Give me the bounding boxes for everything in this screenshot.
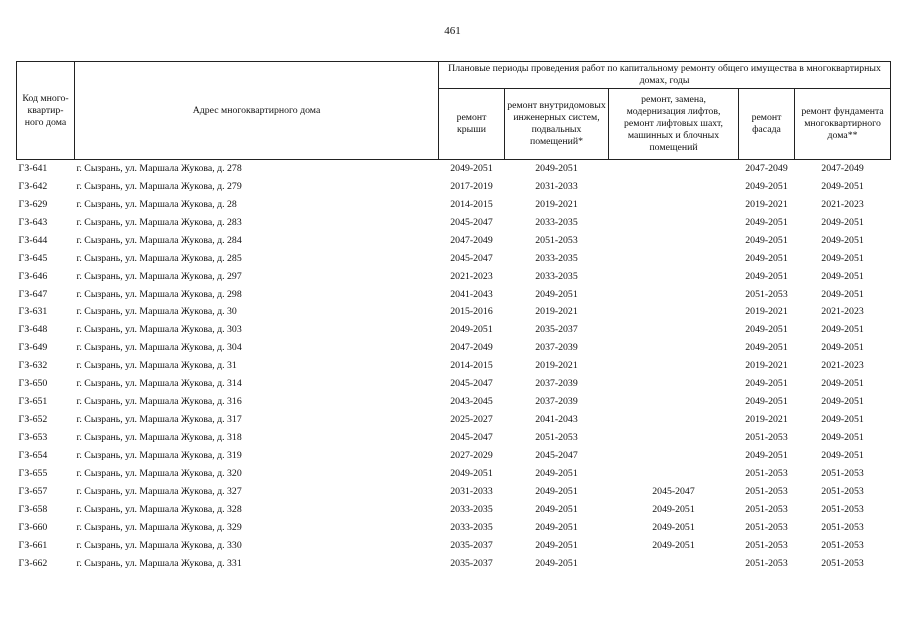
header-systems: ремонт внутридомовых инженерных систем, подвальных помещений* — [505, 89, 609, 160]
cell-facade: 2049-2051 — [745, 270, 788, 282]
cell-systems: 2049-2051 — [535, 485, 578, 497]
header-lifts: ремонт, замена, модернизация лифтов, ремонт лифтовых шахт, машинных и блочных помещений — [609, 89, 739, 160]
table-header — [17, 62, 891, 160]
cell-lifts — [609, 178, 739, 196]
cell-foundation: 2049-2051 — [821, 216, 864, 228]
header-roof: ремонт крыши — [439, 89, 505, 160]
cell-roof: 2014-2015 — [450, 360, 493, 372]
cell-foundation: 2021-2023 — [821, 360, 864, 372]
cell-lifts: 2045-2047 — [652, 485, 695, 497]
cell-code: ГЗ-631 — [18, 306, 48, 318]
cell-foundation: 2049-2051 — [821, 324, 864, 336]
cell-lifts — [609, 304, 739, 322]
table-row — [17, 555, 891, 573]
cell-systems: 2033-2035 — [535, 270, 578, 282]
header-code: Код много-квартир-ного дома — [17, 62, 75, 160]
cell-lifts — [609, 214, 739, 232]
cell-address: г. Сызрань, ул. Маршала Жукова, д. 283 — [76, 216, 242, 228]
table-row — [17, 339, 891, 357]
cell-foundation: 2051-2053 — [821, 485, 864, 497]
table-row — [17, 178, 891, 196]
cell-lifts — [609, 339, 739, 357]
cell-code: ГЗ-646 — [18, 270, 48, 282]
cell-foundation: 2021-2023 — [821, 306, 864, 318]
cell-facade: 2049-2051 — [745, 324, 788, 336]
table-row — [17, 429, 891, 447]
capital-repair-table — [16, 61, 891, 573]
cell-lifts — [609, 555, 739, 573]
cell-lifts — [609, 232, 739, 250]
table-row — [17, 214, 891, 232]
cell-code: ГЗ-657 — [18, 485, 48, 497]
cell-roof: 2045-2047 — [450, 252, 493, 264]
header-periods-group: Плановые периоды проведения работ по капитальному ремонту общего имущества в многоквартирных домах, годы — [439, 62, 891, 89]
cell-foundation: 2049-2051 — [821, 252, 864, 264]
cell-systems: 2051-2053 — [535, 234, 578, 246]
cell-facade: 2051-2053 — [745, 557, 788, 569]
cell-systems: 2037-2039 — [535, 396, 578, 408]
cell-systems: 2049-2051 — [535, 162, 578, 174]
cell-facade: 2051-2053 — [745, 503, 788, 515]
cell-code: ГЗ-658 — [18, 503, 48, 515]
cell-code: ГЗ-652 — [18, 414, 48, 426]
cell-facade: 2051-2053 — [745, 485, 788, 497]
cell-address: г. Сызрань, ул. Маршала Жукова, д. 318 — [76, 432, 242, 444]
cell-code: ГЗ-629 — [18, 198, 48, 210]
cell-facade: 2049-2051 — [745, 180, 788, 192]
cell-roof: 2049-2051 — [450, 162, 493, 174]
cell-code: ГЗ-641 — [18, 162, 48, 174]
cell-roof: 2035-2037 — [450, 539, 493, 551]
cell-systems: 2033-2035 — [535, 252, 578, 264]
cell-systems: 2045-2047 — [535, 449, 578, 461]
cell-foundation: 2051-2053 — [821, 503, 864, 515]
table-row — [17, 393, 891, 411]
cell-code: ГЗ-642 — [18, 180, 48, 192]
cell-facade: 2051-2053 — [745, 521, 788, 533]
table-row — [17, 304, 891, 322]
cell-address: г. Сызрань, ул. Маршала Жукова, д. 329 — [76, 521, 242, 533]
cell-lifts: 2049-2051 — [652, 503, 695, 515]
cell-lifts — [609, 411, 739, 429]
cell-facade: 2019-2021 — [745, 360, 788, 372]
cell-facade: 2049-2051 — [745, 234, 788, 246]
cell-systems: 2049-2051 — [535, 503, 578, 515]
cell-foundation: 2049-2051 — [821, 396, 864, 408]
cell-lifts: 2049-2051 — [652, 521, 695, 533]
cell-roof: 2043-2045 — [450, 396, 493, 408]
cell-lifts — [609, 429, 739, 447]
cell-systems: 2033-2035 — [535, 216, 578, 228]
cell-address: г. Сызрань, ул. Маршала Жукова, д. 28 — [76, 198, 237, 210]
cell-foundation: 2049-2051 — [821, 234, 864, 246]
cell-address: г. Сызрань, ул. Маршала Жукова, д. 330 — [76, 539, 242, 551]
cell-roof: 2027-2029 — [450, 449, 493, 461]
cell-address: г. Сызрань, ул. Маршала Жукова, д. 317 — [76, 414, 242, 426]
cell-code: ГЗ-661 — [18, 539, 48, 551]
cell-facade: 2019-2021 — [745, 414, 788, 426]
cell-code: ГЗ-648 — [18, 324, 48, 336]
cell-lifts — [609, 268, 739, 286]
cell-foundation: 2051-2053 — [821, 521, 864, 533]
cell-facade: 2047-2049 — [745, 162, 788, 174]
cell-systems: 2035-2037 — [535, 324, 578, 336]
cell-lifts — [609, 357, 739, 375]
cell-lifts — [609, 447, 739, 465]
table-row — [17, 483, 891, 501]
cell-address: г. Сызрань, ул. Маршала Жукова, д. 327 — [76, 485, 242, 497]
cell-facade: 2049-2051 — [745, 396, 788, 408]
cell-code: ГЗ-653 — [18, 432, 48, 444]
cell-systems: 2049-2051 — [535, 288, 578, 300]
cell-systems: 2049-2051 — [535, 539, 578, 551]
cell-code: ГЗ-651 — [18, 396, 48, 408]
cell-foundation: 2051-2053 — [821, 539, 864, 551]
cell-address: г. Сызрань, ул. Маршала Жукова, д. 303 — [76, 324, 242, 336]
cell-facade: 2051-2053 — [745, 467, 788, 479]
cell-roof: 2015-2016 — [450, 306, 493, 318]
cell-code: ГЗ-655 — [18, 467, 48, 479]
cell-lifts — [609, 321, 739, 339]
cell-roof: 2049-2051 — [450, 324, 493, 336]
cell-foundation: 2049-2051 — [821, 378, 864, 390]
table-row — [17, 357, 891, 375]
cell-lifts — [609, 196, 739, 214]
table-row — [17, 447, 891, 465]
table-row — [17, 411, 891, 429]
cell-roof: 2031-2033 — [450, 485, 493, 497]
cell-code: ГЗ-643 — [18, 216, 48, 228]
cell-address: г. Сызрань, ул. Маршала Жукова, д. 279 — [76, 180, 242, 192]
cell-facade: 2049-2051 — [745, 342, 788, 354]
header-address: Адрес многоквартирного дома — [75, 62, 439, 160]
cell-facade: 2049-2051 — [745, 378, 788, 390]
cell-systems: 2019-2021 — [535, 198, 578, 210]
cell-roof: 2025-2027 — [450, 414, 493, 426]
cell-facade: 2049-2051 — [745, 252, 788, 264]
cell-roof: 2049-2051 — [450, 467, 493, 479]
cell-code: ГЗ-662 — [18, 557, 48, 569]
cell-foundation: 2049-2051 — [821, 342, 864, 354]
table-row — [17, 465, 891, 483]
cell-address: г. Сызрань, ул. Маршала Жукова, д. 30 — [76, 306, 237, 318]
cell-address: г. Сызрань, ул. Маршала Жукова, д. 285 — [76, 252, 242, 264]
cell-roof: 2045-2047 — [450, 432, 493, 444]
cell-roof: 2021-2023 — [450, 270, 493, 282]
table-row — [17, 232, 891, 250]
cell-address: г. Сызрань, ул. Маршала Жукова, д. 284 — [76, 234, 242, 246]
cell-facade: 2019-2021 — [745, 198, 788, 210]
cell-systems: 2049-2051 — [535, 521, 578, 533]
cell-code: ГЗ-647 — [18, 288, 48, 300]
cell-foundation: 2049-2051 — [821, 432, 864, 444]
table-row — [17, 160, 891, 178]
cell-facade: 2049-2051 — [745, 216, 788, 228]
cell-systems: 2049-2051 — [535, 557, 578, 569]
cell-address: г. Сызрань, ул. Маршала Жукова, д. 314 — [76, 378, 242, 390]
cell-address: г. Сызрань, ул. Маршала Жукова, д. 319 — [76, 449, 242, 461]
cell-lifts — [609, 286, 739, 304]
cell-code: ГЗ-649 — [18, 342, 48, 354]
cell-systems: 2049-2051 — [535, 467, 578, 479]
cell-systems: 2037-2039 — [535, 378, 578, 390]
capital-repair-table-container — [16, 61, 890, 573]
cell-address: г. Сызрань, ул. Маршала Жукова, д. 304 — [76, 342, 242, 354]
cell-systems: 2051-2053 — [535, 432, 578, 444]
table-body — [17, 160, 891, 573]
cell-facade: 2051-2053 — [745, 288, 788, 300]
cell-code: ГЗ-644 — [18, 234, 48, 246]
cell-address: г. Сызрань, ул. Маршала Жукова, д. 331 — [76, 557, 242, 569]
cell-foundation: 2047-2049 — [821, 162, 864, 174]
cell-address: г. Сызрань, ул. Маршала Жукова, д. 297 — [76, 270, 242, 282]
cell-lifts — [609, 393, 739, 411]
cell-facade: 2051-2053 — [745, 432, 788, 444]
cell-roof: 2033-2035 — [450, 503, 493, 515]
cell-systems: 2037-2039 — [535, 342, 578, 354]
cell-address: г. Сызрань, ул. Маршала Жукова, д. 278 — [76, 162, 242, 174]
cell-roof: 2047-2049 — [450, 342, 493, 354]
cell-roof: 2033-2035 — [450, 521, 493, 533]
header-foundation: ремонт фундамента многоквартирного дома** — [795, 89, 891, 160]
cell-address: г. Сызрань, ул. Маршала Жукова, д. 328 — [76, 503, 242, 515]
cell-roof: 2045-2047 — [450, 216, 493, 228]
cell-foundation: 2049-2051 — [821, 180, 864, 192]
table-row — [17, 196, 891, 214]
cell-code: ГЗ-632 — [18, 360, 48, 372]
cell-roof: 2014-2015 — [450, 198, 493, 210]
cell-roof: 2045-2047 — [450, 378, 493, 390]
cell-facade: 2049-2051 — [745, 449, 788, 461]
table-row — [17, 268, 891, 286]
cell-lifts — [609, 250, 739, 268]
cell-systems: 2041-2043 — [535, 414, 578, 426]
cell-roof: 2035-2037 — [450, 557, 493, 569]
cell-foundation: 2049-2051 — [821, 270, 864, 282]
cell-foundation: 2049-2051 — [821, 449, 864, 461]
cell-code: ГЗ-660 — [18, 521, 48, 533]
cell-roof: 2017-2019 — [450, 180, 493, 192]
cell-roof: 2047-2049 — [450, 234, 493, 246]
cell-address: г. Сызрань, ул. Маршала Жукова, д. 320 — [76, 467, 242, 479]
cell-foundation: 2049-2051 — [821, 288, 864, 300]
cell-lifts — [609, 465, 739, 483]
cell-facade: 2051-2053 — [745, 539, 788, 551]
cell-foundation: 2051-2053 — [821, 557, 864, 569]
cell-code: ГЗ-645 — [18, 252, 48, 264]
cell-address: г. Сызрань, ул. Маршала Жукова, д. 298 — [76, 288, 242, 300]
cell-systems: 2019-2021 — [535, 306, 578, 318]
table-row — [17, 537, 891, 555]
cell-code: ГЗ-654 — [18, 449, 48, 461]
cell-foundation: 2051-2053 — [821, 467, 864, 479]
table-row — [17, 286, 891, 304]
table-row — [17, 519, 891, 537]
table-row — [17, 375, 891, 393]
cell-lifts: 2049-2051 — [652, 539, 695, 551]
cell-foundation: 2049-2051 — [821, 414, 864, 426]
cell-foundation: 2021-2023 — [821, 198, 864, 210]
cell-systems: 2031-2033 — [535, 180, 578, 192]
cell-roof: 2041-2043 — [450, 288, 493, 300]
header-facade: ремонт фасада — [739, 89, 795, 160]
table-row — [17, 501, 891, 519]
cell-lifts — [609, 375, 739, 393]
cell-lifts — [609, 160, 739, 178]
cell-address: г. Сызрань, ул. Маршала Жукова, д. 316 — [76, 396, 242, 408]
table-row — [17, 321, 891, 339]
cell-address: г. Сызрань, ул. Маршала Жукова, д. 31 — [76, 360, 237, 372]
cell-code: ГЗ-650 — [18, 378, 48, 390]
table-row — [17, 250, 891, 268]
cell-systems: 2019-2021 — [535, 360, 578, 372]
cell-facade: 2019-2021 — [745, 306, 788, 318]
page-number: 461 — [444, 25, 461, 37]
